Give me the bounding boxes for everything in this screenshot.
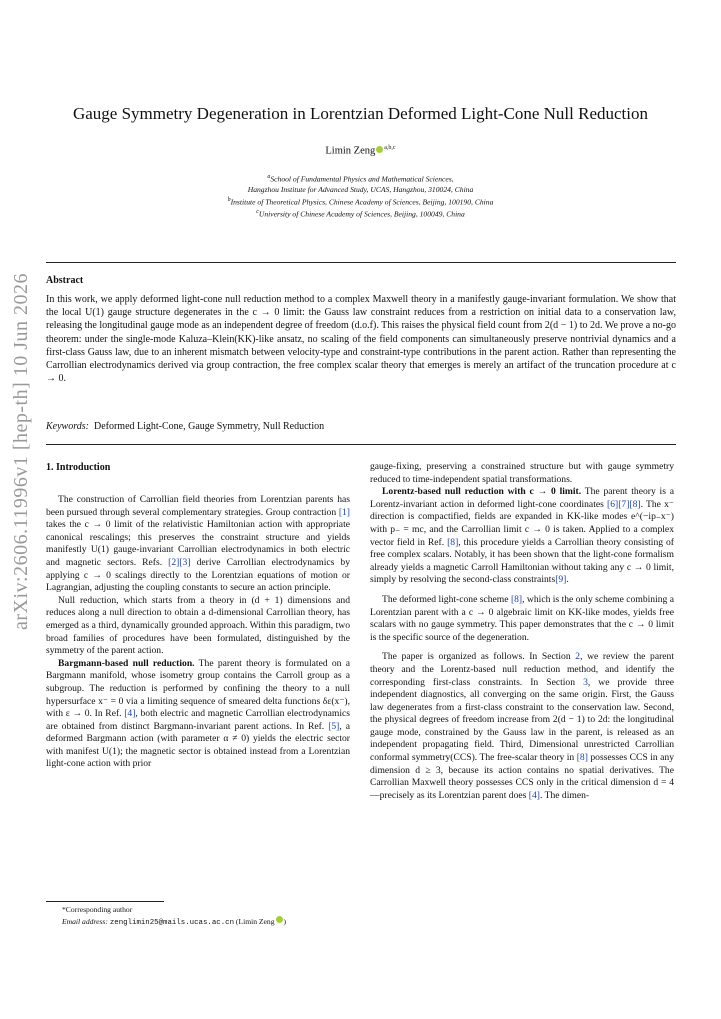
orcid-icon[interactable]: [376, 146, 383, 153]
section-link[interactable]: 2: [575, 651, 581, 663]
citation-link[interactable]: [2][3]: [168, 556, 191, 568]
citation-link[interactable]: [8]: [447, 536, 459, 548]
orcid-icon[interactable]: [276, 916, 283, 923]
paragraph: Lorentz-based null reduction with c → 0 limit. The parent theory is a Lorentz-invariant action in deformed light-cone coordinates [6][7][8]. The x⁻ direction is compactified, fields are expanded in KK-like modes e^(−ip₋x⁻) with p₋ = mc, and the Carrollian limit c → 0 is taken. Applied to a complex vector field in Ref. [8], this procedure yields a Carrollian theory consisting of free complex scalars. Notably, it has been shown that the light-cone formalism already yields a magnetic Carroll Hamiltonian without taking any c → 0 limit, simply by resolving the second-class constraints[9].: [370, 486, 675, 586]
citation-link[interactable]: [5]: [328, 720, 340, 732]
affiliation-line: $^b$Institute of Theoretical Physics, Chinese Academy of Sciences, Beijing, 100190, China: [227, 196, 494, 207]
author-name: Limin Zeng: [325, 145, 376, 157]
paragraph: The construction of Carrollian field theories from Lorentzian parents has been pursued through several complementary strategies. Group contraction [1] takes the c → 0 limit of the relativistic Hamiltonian action with appropriate canonical rescalings; this preserves the constraint structure and yields manifestly U(1) gauge-invariant Carrollian electrodynamics in both electric and magnetic sectors. Refs. [2][3] derive Carrollian electrodynamics by applying c → 0 scalings directly to the Lorentzian equations of motion or Lagrangian, adjusting the coupling constants to secure an action principle.: [46, 494, 350, 594]
footnote: [46, 905, 356, 928]
citation-link[interactable]: [6][7][8]: [607, 498, 641, 510]
footnote-email-line: Email address: zenglimin25@mails.ucas.ac.cn (Limin Zeng ): [62, 916, 287, 927]
affiliations: [0, 172, 721, 220]
abstract-heading: Abstract: [46, 275, 84, 286]
paragraph: The deformed light-cone scheme [8], which is the only scheme combining a Lorentzian parent with a c → 0 algebraic limit on KK-like modes, yields free scalars with no gauge symmetry. This paper demonstrates that the c → 0 limit is the specific source of the degeneration.: [370, 593, 674, 643]
affiliation-line: Hangzhou Institute for Advanced Study, UCAS, Hangzhou, 310024, China: [247, 184, 474, 194]
keywords-line: [46, 421, 676, 432]
footnote-rule: [46, 901, 164, 902]
citation-link[interactable]: [4]: [528, 789, 540, 801]
footnote-corresponding: *Corresponding author: [62, 905, 133, 914]
paper-title: Gauge Symmetry Degeneration in Lorentzian Deformed Light-Cone Null Reduction: [72, 104, 648, 123]
section-heading-introduction: 1. Introduction: [46, 462, 111, 473]
paragraph: gauge-fixing, preserving a constrained structure but with gauge symmetry reduced to time-independent spatial transformations.: [370, 461, 674, 485]
author-affil-marks: a,b,c: [384, 145, 396, 151]
right-column: [370, 461, 674, 802]
abstract-bottom-rule: [46, 444, 676, 445]
keywords-text: Deformed Light-Cone, Gauge Symmetry, Null Reduction: [93, 421, 325, 432]
citation-link[interactable]: [9]: [555, 574, 567, 586]
paragraph: Bargmann-based null reduction. The parent theory is formulated on a Bargmann manifold, whose isometry group contains the Carroll group as a subgroup. The reduction is performed by confining the theory to a null hypersurface x⁻ = 0 via a limiting sequence of smeared delta functions δε(x⁻), with ε → 0. In Ref. [4], both electric and magnetic Carrollian electrodynamics are obtained from distinct Bargmann-invariant parent actions. In Ref. [5], a deformed Bargmann action (with parameter α ≠ 0) yields the electric sector with manifest U(1); the magnetic sector is obtained instead from a Lorentzian light-cone action with prior: [46, 657, 351, 770]
affiliation-line: $^a$School of Fundamental Physics and Mathematical Sciences,: [267, 174, 454, 184]
author-line: [0, 145, 721, 157]
section-link[interactable]: 3: [583, 676, 588, 688]
citation-link[interactable]: [4]: [124, 708, 136, 720]
arxiv-identifier-stamp: arXiv:2606.11996v1 [hep-th] 10 Jun 2026: [10, 272, 32, 630]
email-link[interactable]: zenglimin25@mails.ucas.ac.cn: [109, 918, 235, 927]
affiliation-line: $^c$University of Chinese Academy of Sciences, Beijing, 100049, China: [256, 209, 465, 219]
abstract-top-rule: [46, 262, 676, 263]
paragraph: Null reduction, which starts from a theory in (d + 1) dimensions and reduces along a null direction to obtain a d-dimensional Carrollian theory, has emerged as a third, dynamically grounded approach. Within this paradigm, two broad families of procedures have been formulated, distinguished by the symmetry of the parent action.: [46, 594, 350, 657]
citation-link[interactable]: [8]: [576, 752, 588, 764]
keywords-label: Keywords:: [46, 421, 89, 432]
citation-link[interactable]: [1]: [338, 506, 350, 518]
abstract-body: In this work, we apply deformed light-cone null reduction method to a complex Maxwell theory in a manifestly gauge-invariant formulation. We show that the local U(1) gauge structure degenerates in the c → 0 limit: the Gauss law constraint reduces from a restriction on initial data to a conservation law, releasing the longitudinal gauge mode as an independent degree of freedom (d.o.f). This raises the physical field count from 2(d − 1) to 2d. We prove a no-go theorem: under the single-mode Kaluza–Klein(KK)-like ansatz, no scaling of the field components can simultaneously preserve nontrivial dynamics and a first-class Gauss law, due to an inherent mismatch between velocity-type and constraint-type contributions in the parent action. Rather than representing the Carrollian electrodynamics derived via group contraction, the free complex scalar theory that emerges is merely an artifact of the truncation procedure at c → 0.: [46, 294, 676, 385]
citation-link[interactable]: [8]: [510, 593, 523, 605]
left-column: [46, 494, 350, 771]
paragraph: The paper is organized as follows. In Section 2, we review the parent theory and the Lorentz-based null reduction method, and identify the corresponding first-class constraints. In Section 3, we provide three independent diagnostics, all converging on the same origin. First, the Gauss law degenerates from a first-class constraint to the conservation law. Second, the physical degrees of freedom increase from 2(d − 1) to 2d: the longitudinal gauge mode, constrained by the Gauss law in the parent, is released as an independent propagating field. Third, Dimensional unrestricted Carrollian conformal symmetry(CCS). The free-scalar theory in [8] possesses CCS in any dimension d ≥ 3, because its action contains no spatial derivatives. The Carrollian Maxwell theory possesses CCS only in the critical dimension d = 4—precisely as its Lorentzian parent does [4]. The dimen-: [370, 651, 675, 801]
